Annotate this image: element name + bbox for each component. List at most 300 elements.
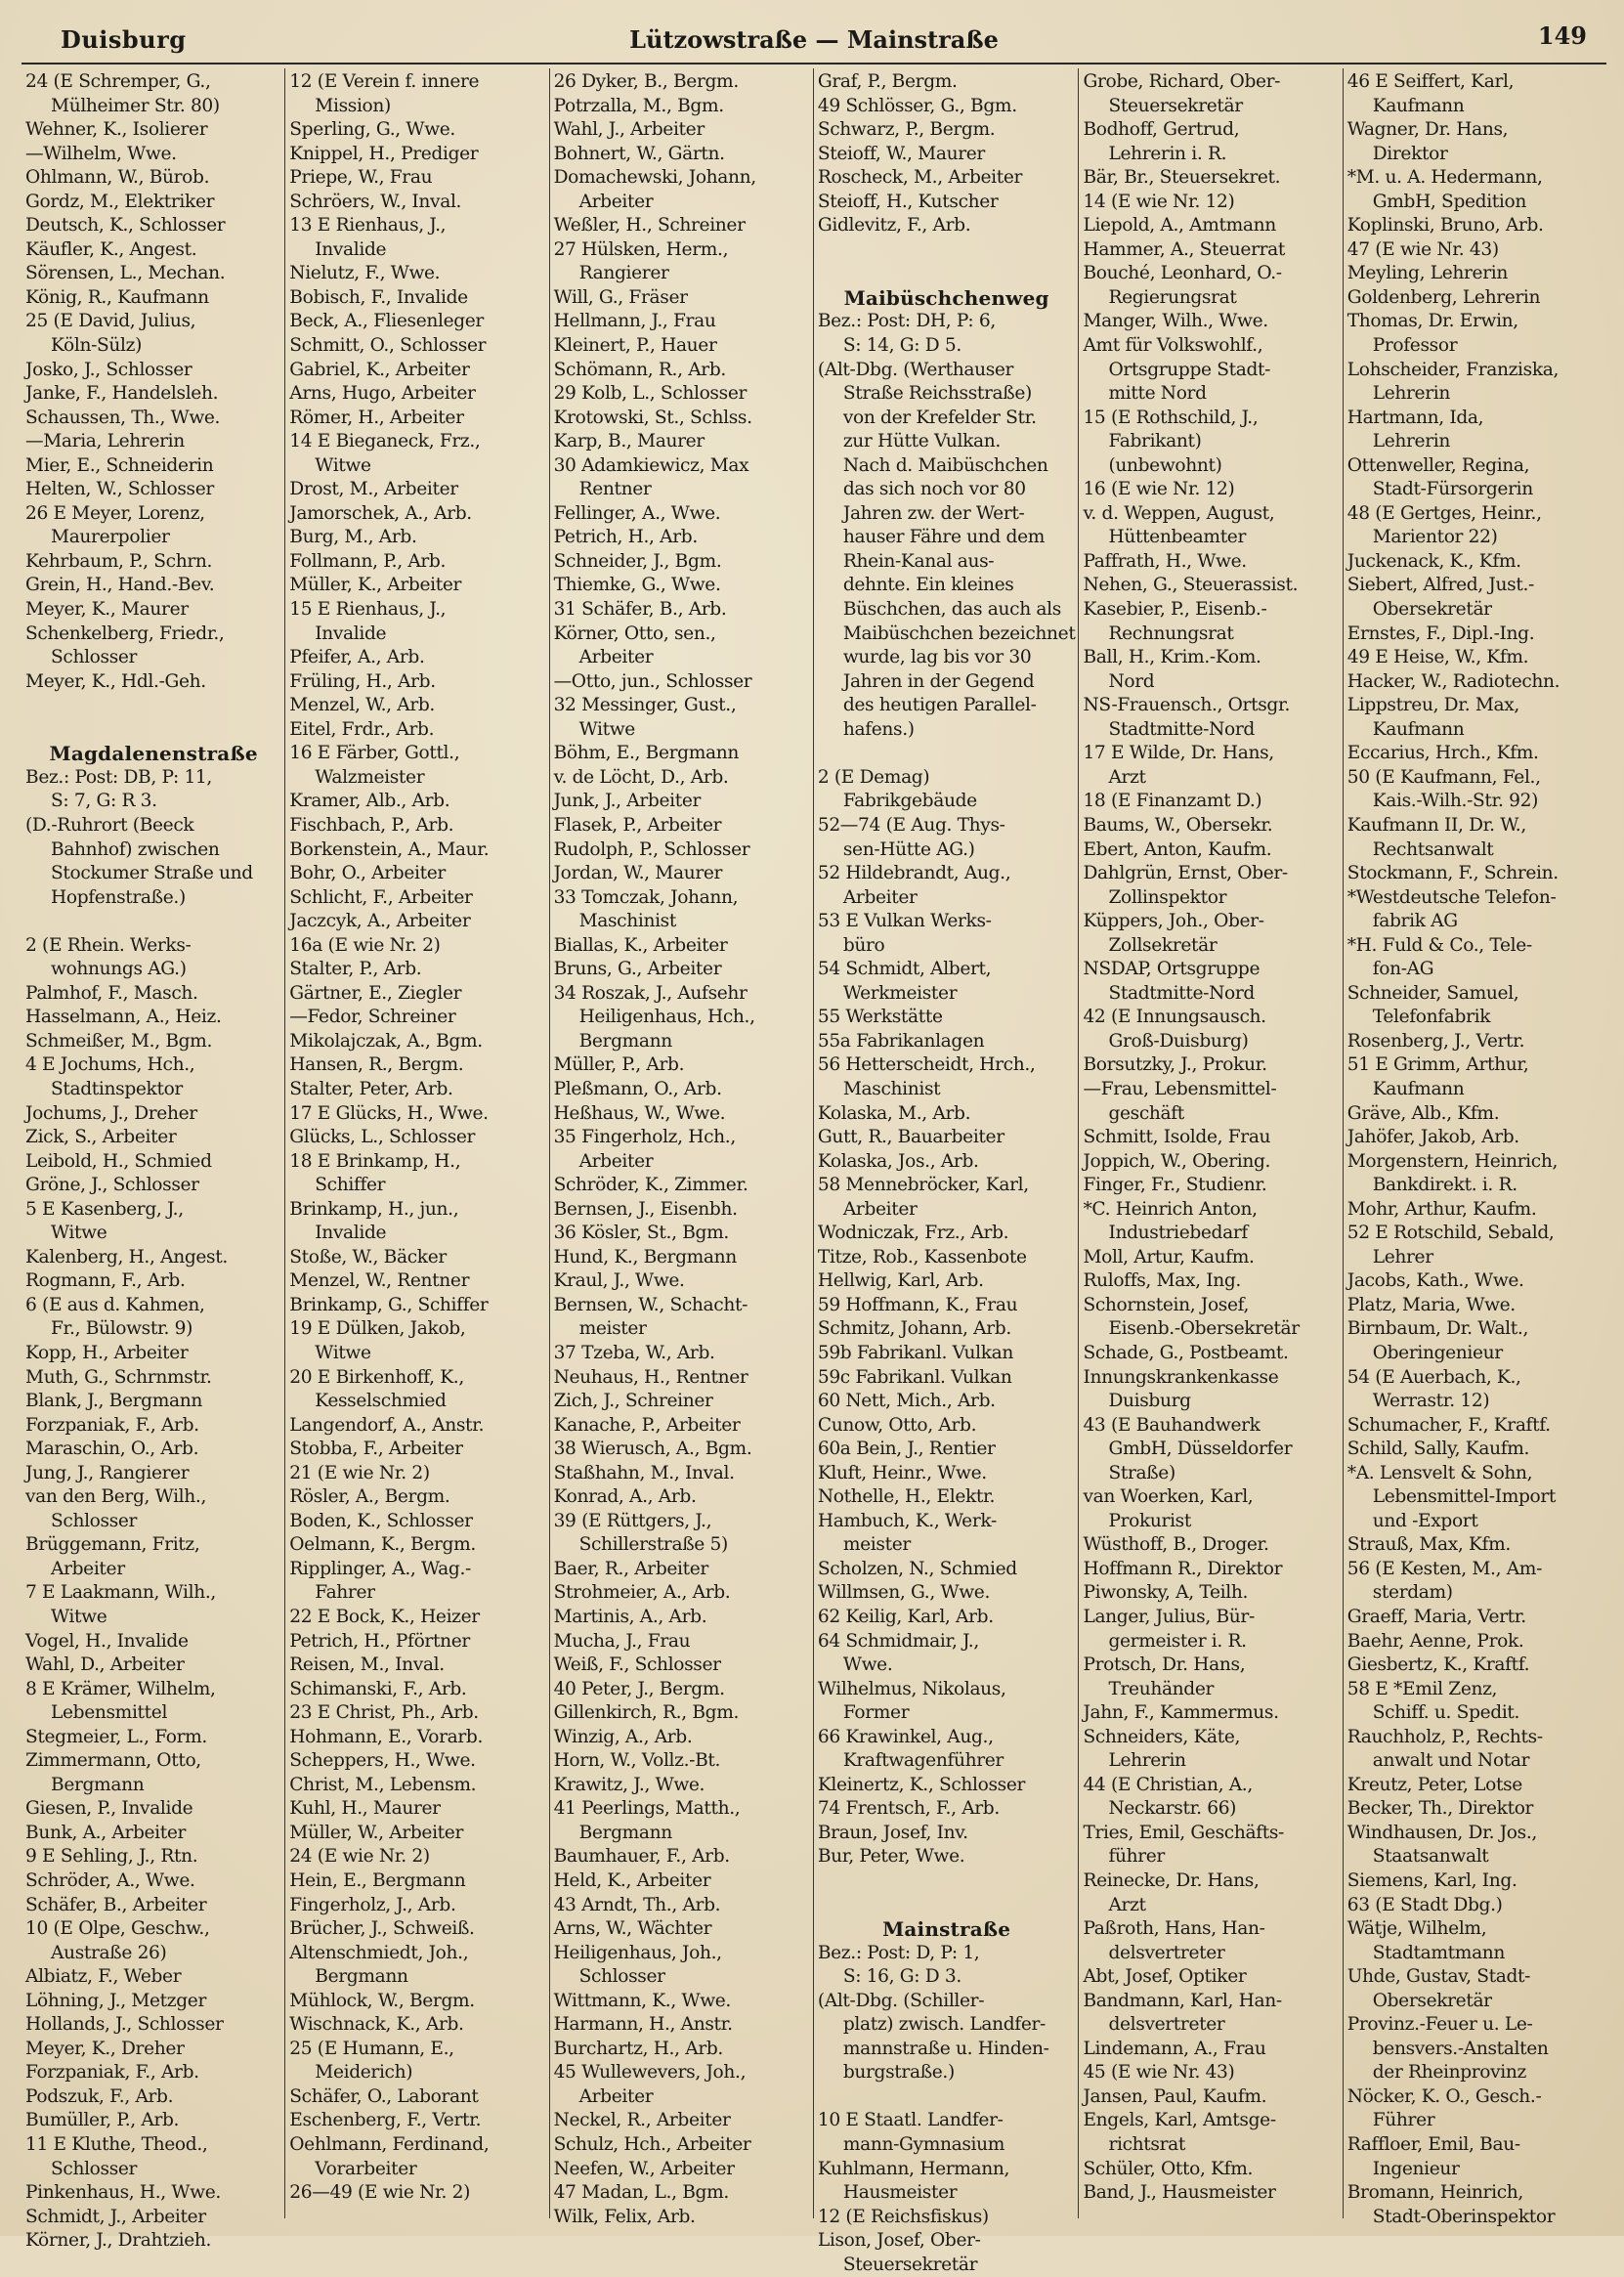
directory-entry: Steioff, H., Kutscher [817, 191, 999, 212]
directory-entry: Jamorschek, A., Arb. [289, 502, 472, 524]
directory-entry: Kuhlmann, Hermann, [817, 2158, 1010, 2179]
directory-entry: Zick, S., Arbeiter [25, 1127, 177, 1148]
directory-entry: Protsch, Dr. Hans, [1083, 1654, 1246, 1676]
directory-entry: Bruns, G., Arbeiter [553, 959, 722, 980]
directory-entry: *A. Lensvelt & Sohn, [1346, 1462, 1533, 1483]
directory-entry: 52—74 (E Aug. Thys- [817, 814, 1005, 836]
directory-entry: Schneiders, Käte, [1083, 1726, 1241, 1747]
directory-entry: NS-Frauensch., Ortsgr. [1083, 695, 1291, 716]
directory-entry: 14 E Bieganeck, Frz., [289, 431, 481, 452]
entry-continuation: hafens.) [842, 718, 915, 740]
directory-entry: 43 Arndt, Th., Arb. [553, 1894, 721, 1915]
directory-entry: Hansen, R., Bergm. [289, 1054, 464, 1076]
directory-entry: 55 Werkstätte [817, 1007, 943, 1028]
directory-entry: Wahl, J., Arbeiter [553, 119, 705, 141]
directory-entry: 56 Hetterscheidt, Hrch., [817, 1054, 1036, 1076]
directory-entry: Jahöfer, Jakob, Arb. [1346, 1127, 1519, 1148]
directory-entry: Burg, M., Arb. [289, 527, 417, 548]
directory-entry: Piwonsky, A, Teilh. [1083, 1582, 1248, 1604]
directory-entry: Stockmann, F., Schrein. [1346, 863, 1559, 884]
entry-continuation: fon-AG [1372, 959, 1434, 980]
directory-entry: 10 E Staatl. Landfer- [817, 2110, 1004, 2131]
entry-continuation: meister [578, 1318, 647, 1340]
directory-entry: 52 Hildebrandt, Aug., [817, 863, 1011, 884]
directory-entry: 49 E Heise, W., Kfm. [1346, 647, 1529, 668]
entry-continuation: Nach d. Maibüschchen [842, 454, 1048, 476]
directory-entry: Harmann, H., Anstr. [553, 2014, 733, 2036]
spacer [818, 742, 1076, 766]
directory-entry: 4 E Jochums, Hch., [25, 1054, 195, 1076]
directory-entry: 35 Fingerholz, Hch., [553, 1127, 736, 1148]
directory-entry: Giesen, P., Invalide [25, 1798, 193, 1820]
directory-entry: Oehlmann, Ferdinand, [289, 2134, 490, 2156]
directory-entry: 54 Schmidt, Albert, [817, 959, 992, 980]
directory-entry: —Otto, jun., Schlosser [553, 670, 752, 692]
directory-entry: Gillenkirch, R., Bgm. [553, 1702, 740, 1724]
directory-entry: Schlicht, F., Arbeiter [289, 886, 473, 908]
entry-continuation: Kraftwagenführer [842, 1750, 1004, 1772]
directory-entry: Fischbach, P., Arb. [289, 814, 454, 836]
directory-entry: Maraschin, O., Arb. [25, 1439, 199, 1460]
directory-entry: Reinecke, Dr. Hans, [1083, 1870, 1260, 1892]
entry-continuation: Schiffer [315, 1175, 386, 1196]
directory-entry: Bez.: Post: DH, P: 6, [817, 311, 996, 332]
entry-continuation: delsvertreter [1108, 2014, 1225, 2036]
directory-entry: 18 E Brinkamp, H., [289, 1150, 461, 1172]
directory-entry: Wilk, Felix, Arb. [553, 2206, 696, 2227]
spacer [818, 1869, 1076, 1894]
entry-continuation: Hausmeister [842, 2182, 958, 2204]
entry-continuation: Direktor [1372, 143, 1448, 164]
directory-entry: Hein, E., Bergmann [289, 1870, 466, 1892]
directory-entry: Baums, W., Obersekr. [1083, 814, 1273, 836]
entry-continuation: S: 7, G: R 3. [51, 791, 157, 812]
directory-entry: Neuhaus, H., Rentner [553, 1366, 748, 1388]
entry-continuation: Heiligenhaus, Hch., [578, 1007, 755, 1028]
entry-continuation: meister [842, 1534, 911, 1556]
directory-entry: Langer, Julius, Bür- [1083, 1607, 1255, 1627]
directory-entry: Weßler, H., Schreiner [553, 215, 746, 236]
directory-entry: Hasselmann, A., Heiz. [25, 1007, 222, 1028]
directory-entry: 10 (E Olpe, Geschw., [25, 1918, 210, 1940]
directory-entry: Kuhl, H., Maurer [289, 1798, 441, 1820]
directory-entry: Kluft, Heinr., Wwe. [817, 1462, 987, 1483]
directory-entry: Bez.: Post: D, P: 1, [817, 1942, 980, 1963]
directory-entry: Boden, K., Schlosser [289, 1510, 473, 1531]
directory-entry: Stalter, P., Arb. [289, 959, 422, 980]
entry-continuation: Invalide [315, 1223, 387, 1244]
directory-entry: 16 (E wie Nr. 12) [1083, 479, 1235, 500]
entry-continuation: Witwe [578, 718, 635, 740]
directory-entry: Beck, A., Fliesenleger [289, 311, 484, 332]
entry-continuation: Staatsanwalt [1372, 1846, 1489, 1868]
entry-continuation: Stadt-Oberinspektor [1372, 2206, 1556, 2227]
directory-entry: Lison, Josef, Ober- [817, 2230, 981, 2252]
directory-entry: Reisen, M., Inval. [289, 1654, 445, 1676]
directory-entry: 12 (E Reichsfiskus) [817, 2206, 989, 2227]
entry-continuation: Nord [1108, 670, 1155, 692]
page-number: 149 [1537, 21, 1587, 50]
directory-entry: Eitel, Frdr., Arb. [289, 718, 435, 740]
directory-entry: Bohr, O., Arbeiter [289, 863, 446, 884]
entry-continuation: Regierungsrat [1108, 286, 1237, 308]
directory-entry: 64 Schmidmair, J., [817, 1630, 979, 1652]
directory-entry: Hohmann, E., Vorarb. [289, 1726, 484, 1747]
directory-entry: 47 (E wie Nr. 43) [1346, 238, 1499, 260]
directory-entry: Thomas, Dr. Erwin, [1346, 311, 1518, 332]
directory-entry: Schimanski, F., Arb. [289, 1678, 467, 1699]
entry-continuation: Stadtamtmann [1372, 1942, 1506, 1963]
entry-continuation: richtsrat [1108, 2134, 1185, 2156]
entry-continuation: Schiff. u. Spedit. [1372, 1702, 1520, 1724]
directory-entry: Strohmeier, A., Arb. [553, 1582, 731, 1604]
directory-entry: Meyer, K., Maurer [25, 599, 189, 621]
directory-entry: Mohr, Arthur, Kaufm. [1346, 1198, 1537, 1220]
directory-entry: Müller, P., Arb. [553, 1054, 685, 1076]
directory-entry: Ernstes, F., Dipl.-Ing. [1346, 623, 1535, 644]
entry-continuation: wohnungs AG.) [51, 959, 187, 980]
entry-continuation: Schlosser [51, 1510, 138, 1531]
entry-continuation: Büschchen, das auch als [842, 599, 1061, 621]
entry-continuation: fabrik AG [1372, 911, 1458, 932]
entry-continuation: Mülheimer Str. 80) [51, 95, 220, 116]
directory-entry: Kolaska, Jos., Arb. [817, 1150, 979, 1172]
entry-continuation: Fabrikgebäude [842, 791, 977, 812]
directory-entry: Joppich, W., Obering. [1083, 1150, 1271, 1172]
directory-entry: Sörensen, L., Mechan. [25, 263, 226, 284]
directory-entry: Scholzen, N., Schmied [817, 1558, 1017, 1579]
directory-entry: 5 E Kasenberg, J., [25, 1198, 184, 1220]
entry-continuation: Witwe [51, 1607, 107, 1627]
entry-continuation: Duisburg [1108, 1391, 1191, 1412]
entry-continuation: Telefonfabrik [1372, 1007, 1491, 1028]
directory-entry: Follmann, P., Arb. [289, 550, 447, 572]
entry-continuation: Professor [1372, 335, 1458, 357]
directory-entry: (Alt-Dbg. (Schiller- [817, 1990, 985, 2011]
directory-entry: 24 (E wie Nr. 2) [289, 1846, 430, 1868]
directory-entry: Schulz, Hch., Arbeiter [553, 2134, 751, 2156]
directory-entry: Baumhauer, F., Arb. [553, 1846, 730, 1868]
directory-entry: Paßroth, Hans, Han- [1083, 1918, 1265, 1940]
entry-continuation: Former [842, 1702, 910, 1724]
street-heading: Magdalenenstraße [49, 742, 258, 766]
directory-entry: Schmeißer, M., Bgm. [25, 1030, 213, 1052]
directory-entry: Fellinger, A., Wwe. [553, 502, 721, 524]
directory-entry: Zich, J., Schreiner [553, 1391, 713, 1412]
directory-entry: Krotowski, St., Schlss. [553, 407, 752, 428]
entry-continuation: Zollinspektor [1108, 886, 1227, 908]
directory-entry: Jacobs, Kath., Wwe. [1346, 1270, 1524, 1292]
entry-continuation: Invalide [315, 623, 387, 644]
directory-entry: Käufler, K., Angest. [25, 238, 197, 260]
column-2 [285, 68, 549, 2218]
entry-continuation: Hüttenbeamter [1108, 527, 1247, 548]
directory-entry: 56 (E Kesten, M., Am- [1346, 1558, 1543, 1579]
spacer [818, 2085, 1076, 2110]
directory-entry: Podszuk, F., Arb. [25, 2085, 174, 2107]
directory-entry: Mucha, J., Frau [553, 1630, 691, 1652]
directory-entry: Willmsen, G., Wwe. [817, 1582, 991, 1604]
directory-entry: Nothelle, H., Elektr. [817, 1486, 996, 1508]
directory-entry: 13 E Rienhaus, J., [289, 215, 447, 236]
directory-entry: 44 (E Christian, A., [1083, 1774, 1253, 1795]
directory-entry: Meyer, K., Hdl.-Geh. [25, 670, 206, 692]
directory-entry: 55a Fabrikanlagen [817, 1030, 985, 1052]
directory-entry: 25 (E Humann, E., [289, 2038, 454, 2059]
directory-entry: Jahn, F., Kammermus. [1083, 1702, 1279, 1724]
entry-continuation: Arbeiter [578, 191, 654, 212]
directory-entry: Kreutz, Peter, Lotse [1346, 1774, 1522, 1795]
directory-entry: Engels, Karl, Amtsge- [1083, 2110, 1276, 2131]
directory-entry: Ohlmann, W., Bürob. [25, 167, 210, 189]
directory-entry: Schumacher, F., Kraftf. [1346, 1414, 1551, 1436]
directory-entry: Windhausen, Dr. Jos., [1346, 1822, 1537, 1843]
entry-continuation: Lehrerin [1372, 431, 1450, 452]
directory-entry: Stoße, W., Bäcker [289, 1246, 447, 1267]
directory-entry: Muth, G., Schrnmstr. [25, 1366, 212, 1388]
directory-entry: Uhde, Gustav, Stadt- [1346, 1966, 1531, 1988]
directory-entry: 58 E *Emil Zenz, [1346, 1678, 1498, 1699]
entry-continuation: Fr., Bülowstr. 9) [51, 1318, 192, 1340]
directory-entry: Siemens, Karl, Ing. [1346, 1870, 1517, 1892]
entry-continuation: Neckarstr. 66) [1108, 1798, 1237, 1820]
directory-entry: Arns, Hugo, Arbeiter [289, 383, 476, 405]
directory-entry: 2 (E Demag) [817, 766, 930, 788]
directory-entry: Ripplinger, A., Wag.- [289, 1558, 471, 1579]
directory-entry: 33 Tomczak, Johann, [553, 886, 739, 908]
entry-continuation: Stockumer Straße und [51, 863, 253, 884]
directory-entry: Küppers, Joh., Ober- [1083, 911, 1264, 932]
directory-entry: Kalenberg, H., Angest. [25, 1246, 228, 1267]
directory-entry: Stobba, F., Arbeiter [289, 1439, 463, 1460]
directory-entry: (Alt-Dbg. (Werthauser [817, 359, 1014, 380]
directory-entry: Nielutz, F., Wwe. [289, 263, 441, 284]
directory-entry: Schäfer, O., Laborant [289, 2085, 479, 2107]
directory-entry: Menzel, W., Arb. [289, 695, 435, 716]
directory-entry: Flasek, P., Arbeiter [553, 814, 722, 836]
entry-continuation: Schillerstraße 5) [578, 1534, 728, 1556]
entry-continuation: Arbeiter [578, 1150, 654, 1172]
directory-entry: Abt, Josef, Optiker [1083, 1966, 1247, 1988]
entry-continuation: Arbeiter [51, 1558, 125, 1579]
directory-entry: Amt für Volkswohlf., [1083, 335, 1263, 357]
directory-entry: Roscheck, M., Arbeiter [817, 167, 1023, 189]
directory-entry: Wilhelmus, Nikolaus, [817, 1678, 1006, 1699]
entry-continuation: Führer [1372, 2110, 1435, 2131]
directory-entry: Kaufmann II, Dr. W., [1346, 814, 1526, 836]
directory-entry: Morgenstern, Heinrich, [1346, 1150, 1559, 1172]
entry-continuation: führer [1108, 1846, 1165, 1868]
entry-continuation: Meiderich) [315, 2062, 413, 2084]
directory-entry: Ruloffs, Max, Ing. [1083, 1270, 1241, 1292]
directory-entry: Grein, H., Hand.-Bev. [25, 575, 215, 596]
directory-entry: Schild, Sally, Kaufm. [1346, 1439, 1530, 1460]
directory-entry: Müller, K., Arbeiter [289, 575, 462, 596]
directory-entry: 49 Schlösser, G., Bgm. [817, 95, 1017, 116]
directory-entry: 27 Hülsken, Herm., [553, 238, 729, 260]
spacer [818, 262, 1076, 286]
directory-entry: Pleßmann, O., Arb. [553, 1078, 722, 1099]
directory-entry: 2 (E Rhein. Werks- [25, 934, 192, 956]
directory-entry: Moll, Artur, Kaufm. [1083, 1246, 1255, 1267]
directory-entry: 58 Mennebröcker, Karl, [817, 1175, 1029, 1196]
directory-entry: 18 (E Finanzamt D.) [1083, 791, 1262, 812]
directory-entry: 26 E Meyer, Lorenz, [25, 502, 205, 524]
directory-entry: Bromann, Heinrich, [1346, 2182, 1523, 2204]
spacer [25, 718, 281, 743]
entry-continuation: sterdam) [1372, 1582, 1453, 1604]
directory-entry: Rauchholz, P., Rechts- [1346, 1726, 1543, 1747]
directory-entry: Gräve, Alb., Kfm. [1346, 1102, 1500, 1124]
entry-continuation: anwalt und Notar [1372, 1750, 1530, 1772]
directory-entry: 53 E Vulkan Werks- [817, 911, 992, 932]
directory-entry: Ottenweller, Regina, [1346, 454, 1530, 476]
entry-continuation: Maschinist [578, 911, 677, 932]
directory-entry: Pinkenhaus, H., Wwe. [25, 2182, 221, 2204]
entry-continuation: Ortsgruppe Stadt- [1108, 359, 1271, 380]
entry-continuation: Obersekretär [1372, 1990, 1492, 2011]
directory-entry: Schmitt, Isolde, Frau [1083, 1127, 1271, 1148]
entry-continuation: Rangierer [578, 263, 669, 284]
directory-entry: 54 (E Auerbach, K., [1346, 1366, 1521, 1388]
entry-continuation: Kais.-Wilh.-Str. 92) [1372, 791, 1539, 812]
directory-entry: Bodhoff, Gertrud, [1083, 119, 1240, 141]
entry-continuation: Rentner [578, 479, 652, 500]
directory-entry: Langendorf, A., Anstr. [289, 1414, 485, 1436]
directory-entry: v. de Löcht, D., Arb. [553, 766, 729, 788]
entry-continuation: Werrastr. 12) [1372, 1391, 1490, 1412]
directory-entry: Drost, M., Arbeiter [289, 479, 458, 500]
directory-entry: Schornstein, Josef, [1083, 1294, 1250, 1315]
entry-continuation: das sich noch vor 80 [842, 479, 1026, 500]
entry-continuation: dehnte. Ein kleines [842, 575, 1014, 596]
entry-continuation: Steuersekretär [1108, 95, 1243, 116]
directory-entry: Neckel, R., Arbeiter [553, 2110, 731, 2131]
directory-entry: Kleinert, P., Hauer [553, 335, 717, 357]
directory-entry: 24 (E Schremper, G., [25, 71, 211, 92]
entry-continuation: S: 14, G: D 5. [842, 335, 962, 357]
directory-entry: 6 (E aus d. Kahmen, [25, 1294, 205, 1315]
entry-continuation: Witwe [315, 454, 371, 476]
entry-continuation: des heutigen Parallel- [842, 695, 1037, 716]
directory-entry: Mier, E., Schneiderin [25, 454, 214, 476]
directory-entry: Blank, J., Bergmann [25, 1391, 202, 1412]
directory-entry: Löhning, J., Metzger [25, 1990, 206, 2011]
entry-continuation: Steuersekretär [842, 2254, 978, 2275]
directory-entry: 17 E Wilde, Dr. Hans, [1083, 743, 1274, 764]
entry-continuation: Lehrerin [1108, 1750, 1186, 1772]
directory-entry: Hartmann, Ida, [1346, 407, 1484, 428]
directory-entry: Priepe, W., Frau [289, 167, 433, 189]
directory-entry: (D.-Ruhrort (Beeck [25, 814, 194, 836]
directory-entry: 66 Krawinkel, Aug., [817, 1726, 994, 1747]
entry-continuation: wurde, lag bis vor 30 [842, 647, 1032, 668]
directory-entry: 34 Roszak, J., Aufsehr [553, 982, 748, 1004]
entry-continuation: Industriebedarf [1108, 1223, 1248, 1244]
directory-entry: Stalter, Peter, Arb. [289, 1078, 453, 1099]
entry-continuation: Rechnungsrat [1108, 623, 1234, 644]
directory-entry: Hollands, J., Schlosser [25, 2014, 224, 2036]
directory-entry: Nehen, G., Steuerassist. [1083, 575, 1299, 596]
entry-continuation: Schlosser [51, 647, 138, 668]
directory-entry: 41 Peerlings, Matth., [553, 1798, 741, 1820]
directory-entry: 20 E Birkenhoff, K., [289, 1366, 464, 1388]
directory-entry: Hund, K., Bergmann [553, 1246, 737, 1267]
entry-continuation: Walzmeister [315, 766, 425, 788]
spacer [25, 910, 281, 934]
entry-continuation: Lehrerin [1372, 383, 1450, 405]
directory-entry: Cunow, Otto, Arb. [817, 1414, 977, 1436]
entry-continuation: Lehrer [1372, 1246, 1433, 1267]
entry-continuation: Schlosser [51, 2158, 138, 2179]
directory-entry: Eschenberg, F., Vertr. [289, 2110, 482, 2131]
directory-entry: Mühlock, W., Bergm. [289, 1990, 475, 2011]
directory-entry: Vogel, H., Invalide [25, 1630, 189, 1652]
directory-entry: Junk, J., Arbeiter [553, 791, 702, 812]
entry-continuation: Treuhänder [1108, 1678, 1215, 1699]
directory-entry: 26 Dyker, B., Bergm. [553, 71, 739, 92]
directory-entry: Jaczcyk, A., Arbeiter [289, 911, 471, 932]
entry-continuation: Prokurist [1108, 1510, 1191, 1531]
entry-continuation: Kaufmann [1372, 95, 1465, 116]
entry-continuation: Straße) [1108, 1462, 1175, 1483]
page-header [21, 20, 1606, 64]
directory-entry: Schenkelberg, Friedr., [25, 623, 225, 644]
directory-entry: Wagner, Dr. Hans, [1346, 119, 1509, 141]
directory-entry: Gröne, J., Schlosser [25, 1175, 199, 1196]
entry-continuation: hauser Fähre und dem [842, 527, 1046, 548]
entry-continuation: Lebensmittel [51, 1702, 168, 1724]
directory-entry: Nöcker, K. O., Gesch.- [1346, 2085, 1542, 2107]
directory-entry: Eccarius, Hrch., Kfm. [1346, 743, 1539, 764]
directory-entry: Körner, J., Drahtzieh. [25, 2230, 212, 2252]
directory-entry: Josko, J., Schlosser [25, 359, 192, 380]
directory-entry: Siebert, Alfred, Just.- [1346, 575, 1534, 596]
directory-entry: Bur, Peter, Wwe. [817, 1846, 965, 1868]
directory-entry: Becker, Th., Direktor [1346, 1798, 1534, 1820]
directory-entry: Winzig, A., Arb. [553, 1726, 693, 1747]
directory-entry: 48 (E Gertges, Heinr., [1346, 502, 1542, 524]
entry-continuation: zur Hütte Vulkan. [842, 431, 1001, 452]
directory-entry: Borsutzky, J., Prokur. [1083, 1054, 1267, 1076]
directory-entry: Früling, H., Arb. [289, 670, 436, 692]
column-3 [550, 68, 814, 2227]
entry-continuation: Köln-Sülz) [51, 335, 143, 357]
directory-entry: Arns, W., Wächter [553, 1918, 712, 1940]
entry-continuation: Lebensmittel-Import [1372, 1486, 1557, 1508]
directory-entry: Potrzalla, M., Bgm. [553, 95, 724, 116]
directory-entry: 32 Messinger, Gust., [553, 695, 737, 716]
directory-entry: Bandmann, Karl, Han- [1083, 1990, 1282, 2011]
entry-continuation: GmbH, Düsseldorfer [1108, 1439, 1293, 1460]
directory-entry: Juckenack, K., Kfm. [1346, 550, 1521, 572]
directory-entry: Bär, Br., Steuersekret. [1083, 167, 1281, 189]
directory-entry: Palmhof, F., Masch. [25, 982, 198, 1004]
directory-entry: Held, K., Arbeiter [553, 1870, 711, 1892]
entry-continuation: Werkmeister [842, 982, 958, 1004]
directory-entry: Schneider, Samuel, [1346, 982, 1519, 1004]
directory-entry: 23 E Christ, Ph., Arb. [289, 1702, 479, 1724]
directory-entry: 59 Hoffmann, K., Frau [817, 1294, 1018, 1315]
directory-entry: Kraul, J., Wwe. [553, 1270, 685, 1292]
directory-entry: 45 (E wie Nr. 43) [1083, 2062, 1235, 2084]
directory-entry: Petrich, H., Pförtner [289, 1630, 470, 1652]
entry-continuation: Arzt [1108, 1894, 1146, 1915]
directory-entry: Forzpaniak, F., Arb. [25, 1414, 199, 1436]
entry-continuation: Straße Reichsstraße) [842, 383, 1032, 405]
directory-entry: *C. Heinrich Anton, [1083, 1198, 1258, 1220]
entry-continuation: Ingenieur [1372, 2158, 1460, 2179]
